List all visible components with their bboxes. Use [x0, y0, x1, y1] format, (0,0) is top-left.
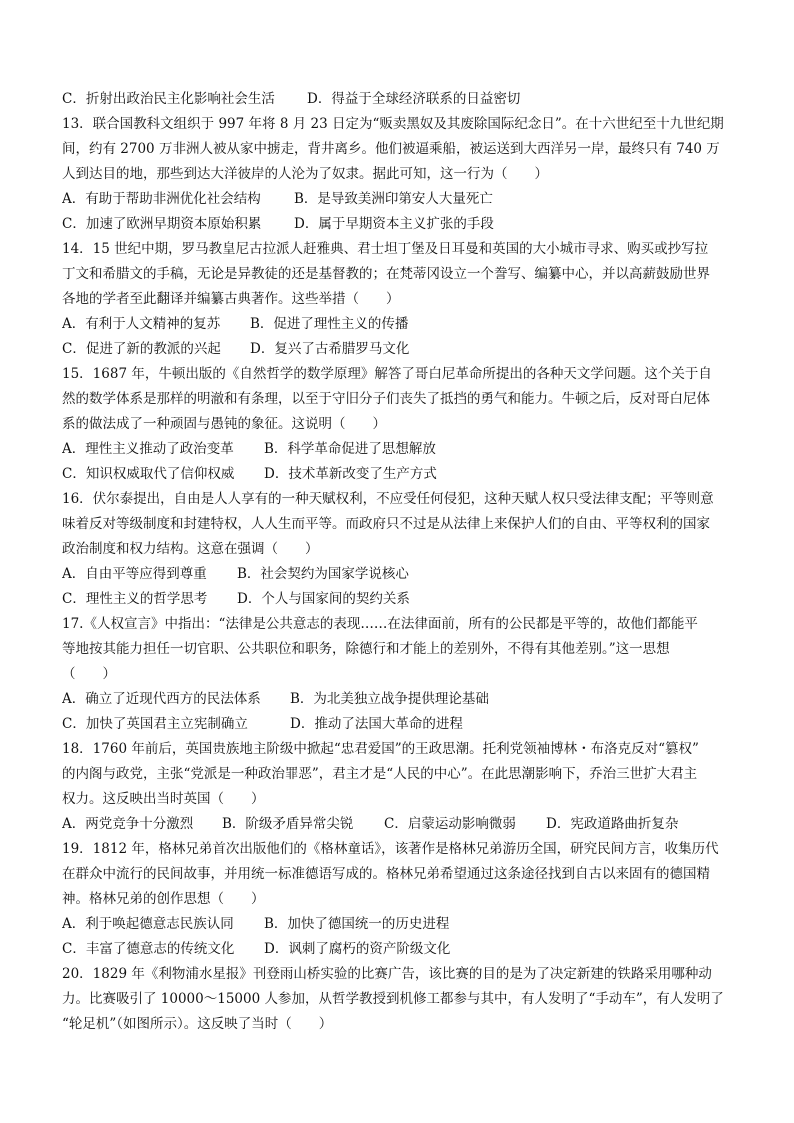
q20-stem-line-1: 20．1829 年《利物浦水星报》刊登雨山桥实验的比赛广告，该比赛的目的是为了决定新建的铁路采用哪种动 — [62, 966, 712, 982]
q17-stem-line-1: 17.《人权宣言》中指出：“法律是公共意志的表现……在法律面前，所有的公民都是平等的，故他们都能平 — [62, 616, 698, 632]
q16-stem-line-3: 政治制度和权力结构。这意在强调（ ） — [62, 541, 319, 557]
q14-options-cd — [62, 337, 742, 362]
q17-option-d: D．推动了法国大革命的进程 — [290, 716, 463, 732]
q12-option-d: D．得益于全球经济联系的日益密切 — [307, 91, 521, 107]
q15-option-b: B．科学革命促进了思想解放 — [264, 441, 436, 457]
q18-option-d: D．宪政道路曲折复杂 — [546, 816, 679, 832]
q13-stem-line-2: 间，约有 2700 万非洲人被从家中掳走，背井离乡。他们被逼乘船，被运送到大西洋另一岸，最终只有 740 万 — [62, 141, 720, 157]
q12-option-c: C．折射出政治民主化影响社会生活 — [62, 91, 275, 107]
q19-option-d: D．讽刺了腐朽的资产阶级文化 — [264, 941, 451, 957]
q13-option-d: D．属于早期资本主义扩张的手段 — [294, 216, 494, 232]
q15-option-a: A．理性主义推动了政治变革 — [62, 441, 234, 457]
question-12-options-cd — [62, 87, 742, 112]
q14-option-b: B．促进了理性主义的传播 — [250, 316, 409, 332]
q19-options-cd — [62, 937, 742, 962]
q17-stem-line-2: 等地按其能力担任一切官职、公共职位和职务，除德行和才能上的差别外，不得有其他差别。”这一思想 — [62, 641, 670, 657]
q14-options-ab — [62, 312, 742, 337]
q19-option-a: A．利于唤起德意志民族认同 — [62, 916, 234, 932]
q20-stem-line-2: 力。比赛吸引了 10000～15000 人参加，从哲学教授到机修工都参与其中，有人发明了“手动车”，有人发明了 — [62, 991, 724, 1007]
q13-option-c: C．加速了欧洲早期资本原始积累 — [62, 216, 262, 232]
q17-options-ab — [62, 687, 742, 712]
q15-stem-line-2: 然的数学体系是那样的明澈和有条理，以至于守旧分子们丧失了抵挡的勇气和能力。牛顿之后，反对哥白尼体 — [62, 391, 710, 407]
q18-options-abcd — [62, 812, 742, 837]
q16-options-cd — [62, 587, 742, 612]
q17-option-a: A．确立了近现代西方的民法体系 — [62, 691, 261, 707]
q15-option-d: D．技术革新改变了生产方式 — [264, 466, 437, 482]
q16-option-a: A．自由平等应得到尊重 — [62, 566, 207, 582]
q15-options-cd — [62, 462, 742, 487]
q14-option-d: D．复兴了古希腊罗马文化 — [250, 341, 410, 357]
q13-options-ab — [62, 187, 742, 212]
q15-options-ab — [62, 437, 742, 462]
q17-option-b: B．为北美独立战争提供理论基础 — [290, 691, 489, 707]
q14-option-a: A．有利于人文精神的复苏 — [62, 316, 221, 332]
q18-stem-line-2: 的内阁与政党，主张“党派是一种政治罪恶”，君主才是“人民的中心”。在此思潮影响下，乔治三世扩大君主 — [62, 766, 698, 782]
q18-option-c: C．启蒙运动影响微弱 — [384, 816, 516, 832]
q18-option-a: A．两党竞争十分激烈 — [62, 816, 194, 832]
q17-option-c: C．加快了英国君主立宪制确立 — [62, 716, 248, 732]
q13-options-cd — [62, 212, 742, 237]
q19-stem-line-3: 神。格林兄弟的创作思想（ ） — [62, 891, 265, 907]
q20-stem-line-3: “轮足机”（如图所示）。这反映了当时（ ） — [62, 1016, 333, 1032]
q19-stem-line-2: 在群众中流行的民间故事，并用统一标准德语写成的。格林兄弟希望通过这条途径找到自古以来固有的德国精 — [62, 866, 710, 882]
q14-option-c: C．促进了新的教派的兴起 — [62, 341, 221, 357]
q16-option-d: D．个人与国家间的契约关系 — [237, 591, 410, 607]
q19-option-c: C．丰富了德意志的传统文化 — [62, 941, 235, 957]
q14-stem-line-1: 14．15 世纪中期，罗马教皇尼古拉派人赶雅典、君士坦丁堡及日耳曼和英国的大小城市寻求、购买或抄写拉 — [62, 241, 709, 257]
q15-option-c: C．知识权威取代了信仰权威 — [62, 466, 235, 482]
q16-option-b: B．社会契约为国家学说核心 — [237, 566, 409, 582]
q15-stem-line-1: 15．1687 年，牛顿出版的《自然哲学的数学原理》解答了哥白尼革命所提出的各种天文学问题。这个关于自 — [62, 366, 712, 382]
q17-stem-line-3: （ ） — [62, 666, 116, 682]
q16-option-c: C．理性主义的哲学思考 — [62, 591, 208, 607]
q13-stem-line-1: 13．联合国教科文组织于 997 年将 8 月 23 日定为“贩卖黑奴及其废除国际纪念日”。在十六世纪至十九世纪期 — [62, 116, 724, 132]
q15-stem-line-3: 系的做法成了一种顽固与愚钝的象征。这说明（ ） — [62, 416, 386, 432]
q18-option-b: B．阶级矛盾异常尖锐 — [222, 816, 354, 832]
q16-stem-line-1: 16．伏尔泰提出，自由是人人享有的一种天赋权利，不应受任何侵犯，这种天赋人权只受法律支配；平等则意 — [62, 491, 714, 507]
q18-stem-line-1: 18．1760 年前后，英国贵族地主阶级中掀起“忠君爱国”的王政思潮。托利党领袖博林・布洛克反对“篡权” — [62, 741, 699, 757]
q13-stem-line-3: 人到达目的地，那些到达大洋彼岸的人沦为了奴隶。据此可知，这一行为（ ） — [62, 166, 548, 182]
q19-options-ab — [62, 912, 742, 937]
q13-option-a: A．有助于帮助非洲优化社会结构 — [62, 191, 261, 207]
q19-stem-line-1: 19．1812 年，格林兄弟首次出版他们的《格林童话》，该著作是格林兄弟游历全国，研究民间方言，收集历代 — [62, 841, 719, 857]
q19-option-b: B．加快了德国统一的历史进程 — [264, 916, 450, 932]
q14-stem-line-3: 各地的学者至此翻译并编纂古典著作。这些举措（ ） — [62, 291, 400, 307]
q13-option-b: B．是导致美洲印第安人大量死亡 — [294, 191, 493, 207]
q16-options-ab — [62, 562, 742, 587]
q18-stem-line-3: 权力。这反映出当时英国（ ） — [62, 791, 265, 807]
q17-options-cd — [62, 712, 742, 737]
q16-stem-line-2: 味着反对等级制度和封建特权，人人生而平等。而政府只不过是从法律上来保护人们的自由、平等权利的国家 — [62, 516, 710, 532]
q14-stem-line-2: 丁文和希腊文的手稿，无论是异教徒的还是基督教的；在梵蒂冈设立一个誊写、编纂中心，并以高薪鼓励世界 — [62, 266, 710, 282]
